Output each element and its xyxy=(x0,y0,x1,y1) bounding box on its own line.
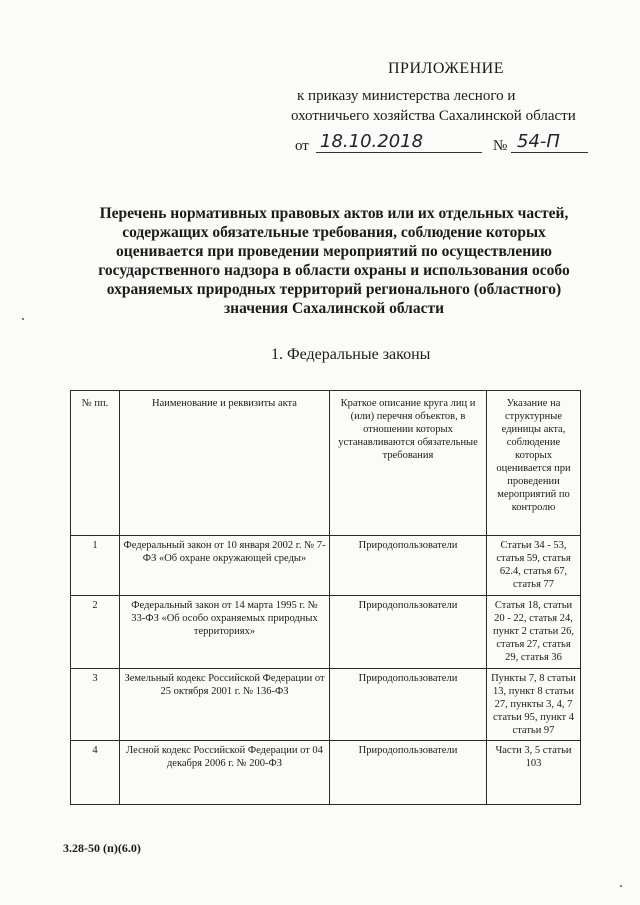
row-num: 2 xyxy=(71,596,120,669)
document-title xyxy=(90,204,578,318)
title-line: значения Сахалинской области xyxy=(223,300,445,317)
row-name: Земельный кодекс Российской Федерации от 25 октября 2001 г. № 136-ФЗ xyxy=(120,669,330,741)
header-subjects: Краткое описание круга лиц и (или) перечня объектов, в отношении которых устанавливаются обязательные требования xyxy=(330,391,487,536)
title-line: государственного надзора в области охраны и использования особо xyxy=(98,262,570,279)
row-subjects: Природопользователи xyxy=(330,596,487,669)
row-units: Части 3, 5 статьи 103 xyxy=(487,741,581,805)
date-label: от xyxy=(295,138,309,154)
row-name: Лесной кодекс Российской Федерации от 04 декабря 2006 г. № 200-ФЗ xyxy=(120,741,330,805)
row-name: Федеральный закон от 14 марта 1995 г. № 33-ФЗ «Об особо охраняемых природных территориях» xyxy=(120,596,330,669)
table-row xyxy=(71,536,581,596)
header-num: № пп. xyxy=(71,391,120,536)
number-label: № xyxy=(493,138,508,154)
table-header-row xyxy=(71,391,581,536)
handwritten-number: 54-П xyxy=(511,131,588,153)
laws-table xyxy=(70,390,581,805)
form-code: 3.28-50 (п)(6.0) xyxy=(63,841,141,855)
scan-speck xyxy=(620,885,622,887)
title-line: охраняемых природных территорий регионального (областного) xyxy=(106,281,562,298)
row-subjects: Природопользователи xyxy=(330,536,487,596)
title-line: Перечень нормативных правовых актов или их отдельных частей, xyxy=(99,205,569,222)
table-row xyxy=(71,741,581,805)
header-units: Указание на структурные единицы акта, соблюдение которых оценивается при проведении мероприятий по контролю xyxy=(487,391,581,536)
handwritten-date: 18.10.2018 xyxy=(316,131,482,153)
row-units: Пункты 7, 8 статьи 13, пункт 8 статьи 27, пункты 3, 4, 7 статьи 95, пункт 4 статьи 97 xyxy=(487,669,581,741)
row-num: 3 xyxy=(71,669,120,741)
scan-speck xyxy=(22,318,24,320)
row-num: 4 xyxy=(71,741,120,805)
row-units: Статья 18, статьи 20 - 22, статья 24, пункт 2 статьи 26, статья 27, статья 29, статья 36 xyxy=(487,596,581,669)
table-row xyxy=(71,596,581,669)
title-line: оценивается при проведении мероприятий по осуществлению xyxy=(116,243,552,260)
title-line: содержащих обязательные требования, соблюдение которых xyxy=(122,224,546,241)
order-reference-line-1: к приказу министерства лесного и xyxy=(297,88,516,104)
section-heading: 1. Федеральные законы xyxy=(271,346,431,363)
row-name: Федеральный закон от 10 января 2002 г. № 7-ФЗ «Об охране окружающей среды» xyxy=(120,536,330,596)
row-units: Статьи 34 - 53, статья 59, статья 62.4, статья 67, статья 77 xyxy=(487,536,581,596)
order-reference-line-2: охотничьего хозяйства Сахалинской области xyxy=(291,108,576,124)
row-num: 1 xyxy=(71,536,120,596)
table-row xyxy=(71,669,581,741)
row-subjects: Природопользователи xyxy=(330,741,487,805)
row-subjects: Природопользователи xyxy=(330,669,487,741)
header-name: Наименование и реквизиты акта xyxy=(120,391,330,536)
appendix-title: ПРИЛОЖЕНИЕ xyxy=(388,60,505,77)
